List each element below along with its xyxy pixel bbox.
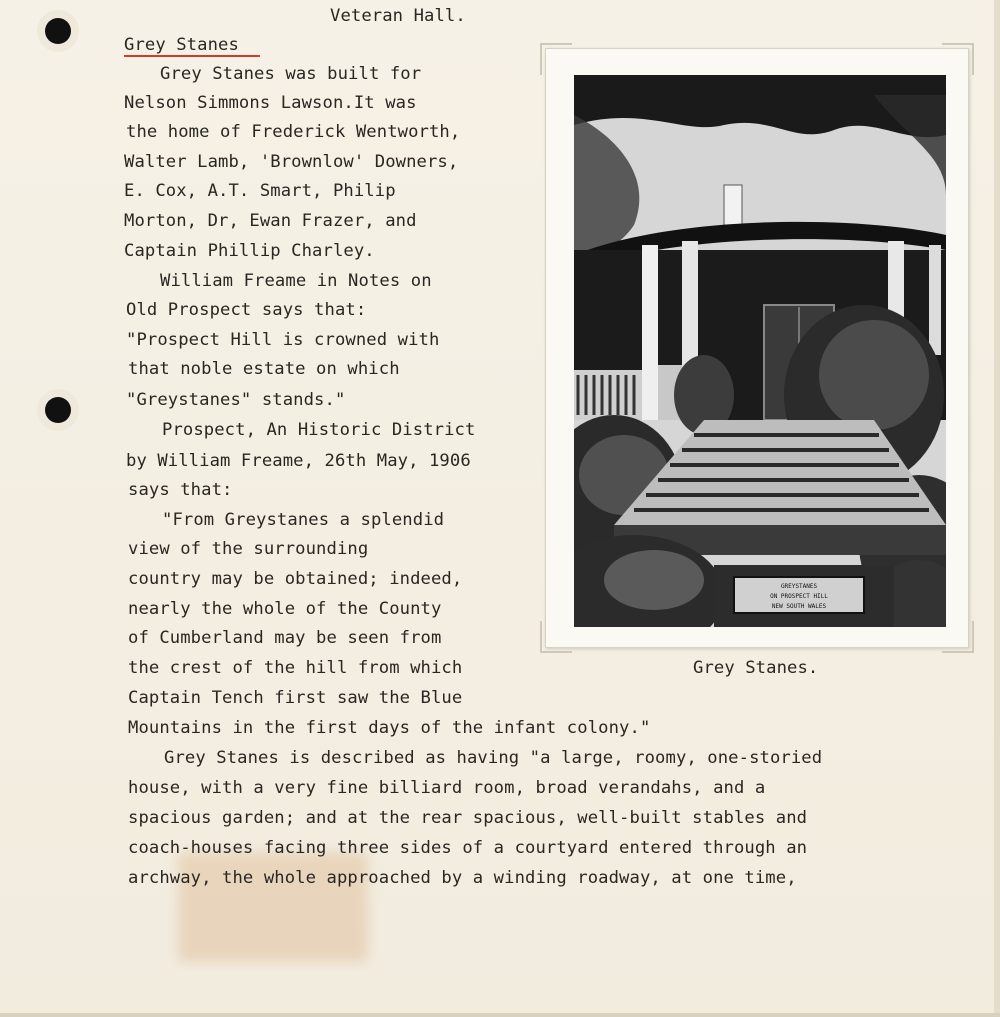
binder-hole-top: [45, 18, 71, 44]
body-line: Mountains in the first days of the infant colony.": [128, 718, 651, 738]
body-line: spacious garden; and at the rear spacious, well-built stables and: [128, 808, 808, 828]
body-line: Grey Stanes was built for: [160, 64, 422, 84]
sign-line: GREYSTANES: [780, 583, 818, 590]
body-line: Morton, Dr, Ewan Frazer, and: [124, 211, 417, 231]
body-line: "From Greystanes a splendid: [162, 510, 445, 530]
page-edge-bottom: [0, 1013, 1000, 1017]
sign-line: NEW SOUTH WALES: [771, 603, 827, 610]
body-line: Captain Tench first saw the Blue: [128, 688, 463, 708]
body-line: Walter Lamb, 'Brownlow' Downers,: [124, 152, 459, 172]
body-line: of Cumberland may be seen from: [128, 628, 442, 648]
body-line: view of the surrounding: [128, 539, 369, 559]
heading-underline: [124, 55, 260, 57]
body-line: "Greystanes" stands.": [126, 390, 346, 410]
body-line: by William Freame, 26th May, 1906: [126, 451, 471, 471]
photo-caption: Grey Stanes.: [693, 658, 819, 678]
body-line: nearly the whole of the County: [128, 599, 442, 619]
body-line: Old Prospect says that:: [126, 300, 367, 320]
photo-corner: [942, 43, 974, 75]
body-line: archway, the whole approached by a winding roadway, at one time,: [128, 868, 797, 888]
body-line: William Freame in Notes on: [160, 271, 432, 291]
body-line: says that:: [128, 480, 233, 500]
body-line: that noble estate on which: [128, 359, 400, 379]
photo-corner: [540, 43, 572, 75]
body-line: Captain Phillip Charley.: [124, 241, 375, 261]
binder-hole-middle: [45, 397, 71, 423]
body-line: Nelson Simmons Lawson.It was: [124, 93, 417, 113]
house-photo-drawing: [574, 75, 946, 627]
body-line: Prospect, An Historic District: [162, 420, 476, 440]
body-line: house, with a very fine billiard room, broad verandahs, and a: [128, 778, 766, 798]
body-line: coach-houses facing three sides of a courtyard entered through an: [128, 838, 808, 858]
photo-corner: [540, 621, 572, 653]
page-header-title: Veteran Hall.: [330, 6, 466, 26]
house-photograph: [574, 75, 946, 627]
body-line: Grey Stanes is described as having "a large, roomy, one-storied: [164, 748, 823, 768]
sign-line: ON PROSPECT HILL: [770, 593, 828, 600]
body-line: the home of Frederick Wentworth,: [126, 122, 461, 142]
body-line: the crest of the hill from which: [128, 658, 463, 678]
body-line: E. Cox, A.T. Smart, Philip: [124, 181, 396, 201]
body-line: "Prospect Hill is crowned with: [126, 330, 440, 350]
body-line: country may be obtained; indeed,: [128, 569, 463, 589]
page-edge: [994, 0, 1000, 1017]
photo-mount: [545, 48, 969, 648]
section-heading: Grey Stanes: [124, 35, 239, 55]
photo-corner: [942, 621, 974, 653]
